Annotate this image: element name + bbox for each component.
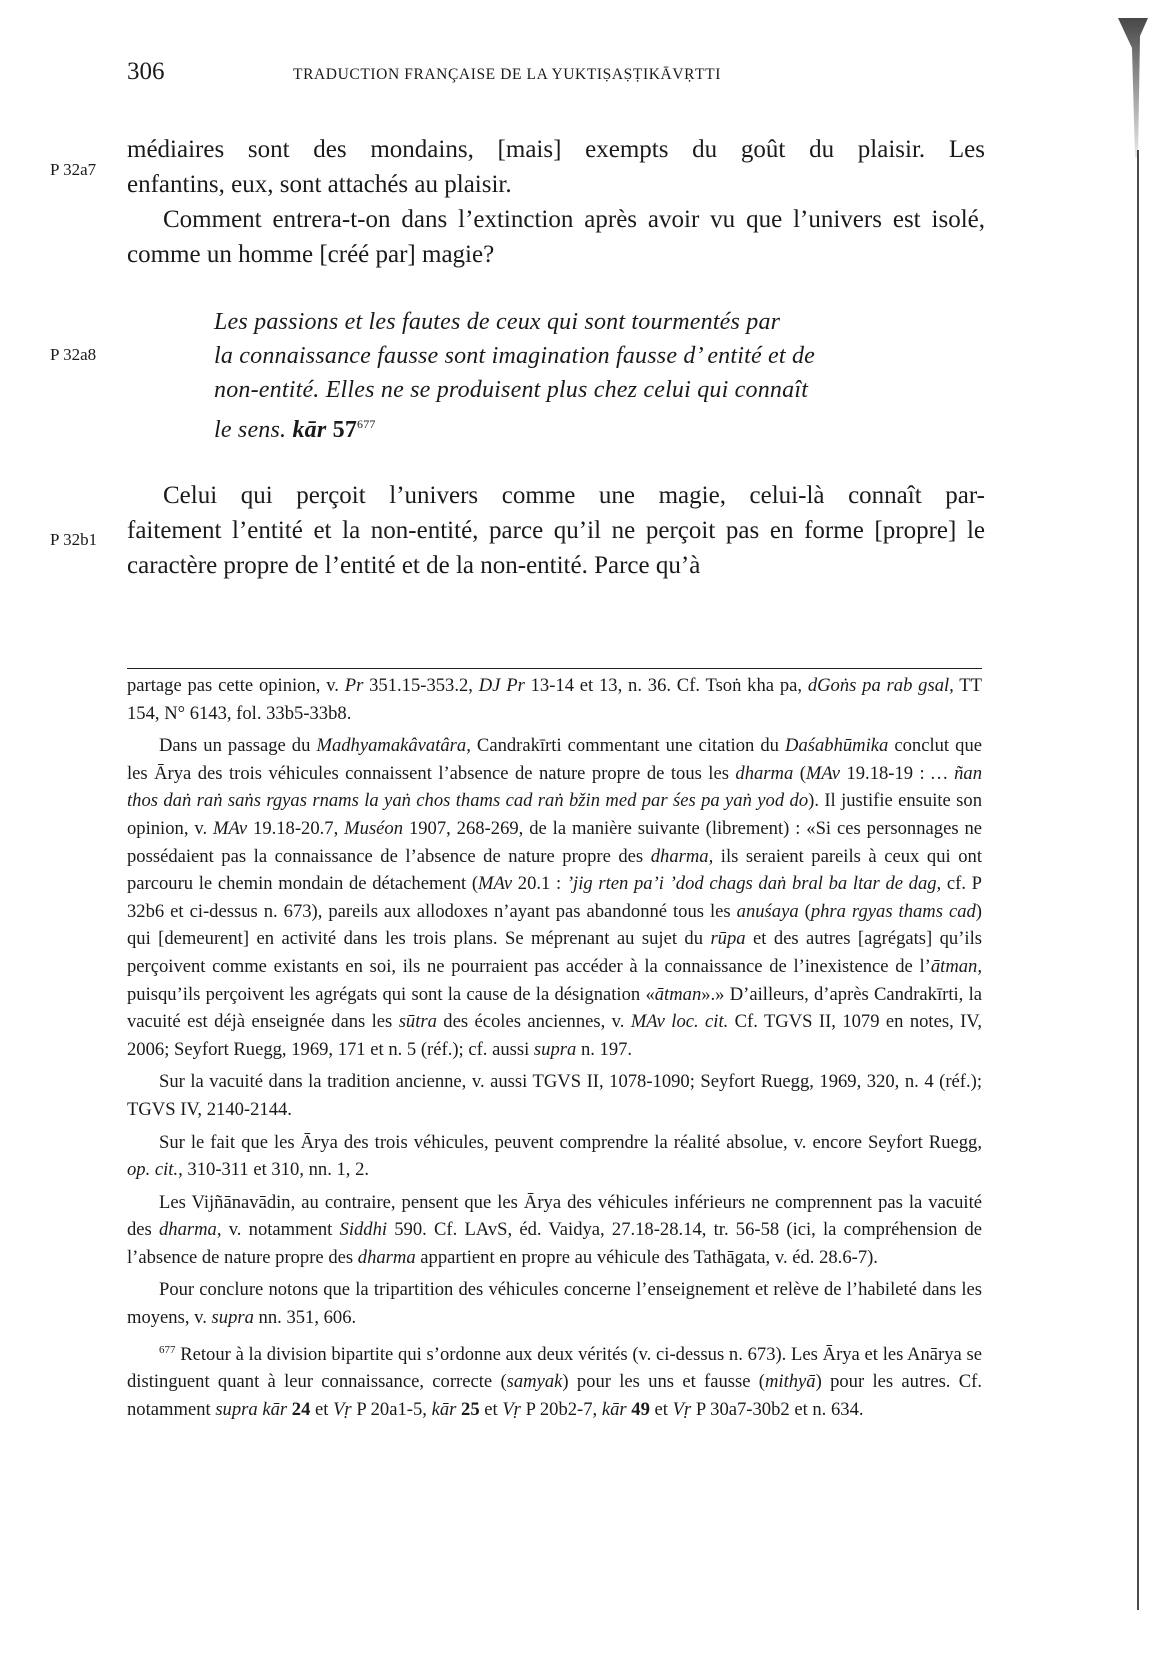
body-line-p3-1: Celui qui perçoit l’univers comme une magie, celui-là connaît par- [163, 482, 985, 509]
verse-line-4 [214, 407, 954, 447]
verse-line-1: Les passions et les fautes de ceux qui sont tourmentés par [214, 309, 781, 335]
verse-line-3: non-entité. Elles ne se produisent plus chez celui qui connaît [214, 377, 809, 403]
margin-ref-p32a7: P 32a7 [50, 160, 97, 179]
page-number: 306 [127, 58, 165, 85]
kar-label: kār [292, 417, 327, 443]
paragraph-perception: faitement l’entité et la non-entité, parce qu’il ne perçoit pas en forme [propre] le caractère propre de l’entité et de la non-entité. Parce qu’à [127, 517, 985, 579]
footnote-number-677: 677 [159, 1343, 176, 1356]
footnotes [127, 672, 982, 1428]
margin-ref-p32b1: P 32b1 [50, 530, 98, 549]
margin-ref-p32a8: P 32a8 [50, 345, 97, 364]
paragraph-extinction: Comment entrera-t-on dans l’extinction après avoir vu que l’univers est isolé, comme un homme [créé par] magie? [127, 206, 985, 268]
footnote-ref-677[interactable]: 677 [357, 417, 376, 431]
binding-edge-mark [1118, 18, 1148, 158]
footnote-paragraph-madhyamakavatara: Dans un passage du Madhyamakâvatâra, Candrakīrti commentant une citation du Daśabhūmika conclut que les Ārya des trois véhicules connaissent l’absence de nature propre de tous les dharma (MAv 19.18-19 : … ñan thos daṅ raṅ saṅs rgyas rnams la yaṅ chos thams cad raṅ bžin med par śes pa yaṅ yod do). Il justifie ensuite son opinion, v. MAv 19.18-20.7, Muséon 1907, 268-269, de la manière suivante (librement) : «Si ces personnages ne possédaient pas la connaissance de l’absence de nature propre des dharma, ils seraient pareils à ceux qui ont parcouru le chemin mondain de détachement (MAv 20.1 : ’jig rten pa’i ’dod chags daṅ bral ba ltar de dag, cf. P 32b6 et ci-dessus n. 673), pareils aux allodoxes n’ayant pas abandonné tous les anuśaya (phra rgyas thams cad) qui [demeurent] en activité dans les trois plans. Se méprenant au sujet du rūpa et des autres [agrégats] qu’ils perçoivent comme existants en soi, ils ne pourraient pas accéder à la connaissance de l’inexistence de l’ātman, puisqu’ils perçoivent les agrégats qui sont la cause de la désignation «ātman».» D’ailleurs, d’après Candrakīrti, la vacuité est déjà enseignée dans les sūtra des écoles anciennes, v. MAv loc. cit. Cf. TGVS II, 1079 en notes, IV, 2006; Seyfort Ruegg, 1969, 171 et n. 5 (réf.); cf. aussi supra n. 197. [127, 735, 983, 1060]
body-line-1: médiaires sont des mondains, [mais] exempts du goût du plaisir. Les [127, 136, 985, 163]
footnote-677: $^{677}$ Retour à la division bipartite qui s’ordonne aux deux vérités (v. ci-dessus n. 673). Les Ārya et les Anārya se distinguent quant à leur connaissance, correcte (samyak) pour les uns et fausse (mithyā) pour les autres. Cf. notamment supra kār 24 et Vṛ P 20a1-5, kār 25 et Vṛ P 20b2-7, kār 49 et Vṛ P 30a7-30b2 et n. 634. [127, 1343, 982, 1420]
footnote-paragraph-conclusion: Pour conclure notons que la tripartition des véhicules concerne l’enseignement et relève de l’habileté dans les moyens, v. supra nn. 351, 606. [127, 1279, 982, 1329]
footnote-paragraph-vijnanavadin: Les Vijñānavādin, au contraire, pensent que les Ārya des véhicules inférieurs ne comprennent pas la vacuité des dharma, v. notamment Siddhi 590. Cf. LAvS, éd. Vaidya, 27.18-28.14, tr. 56-58 (ici, la compréhension de l’absence de nature propre des dharma appartient en propre au véhicule des Tathāgata, v. éd. 28.6-7). [127, 1191, 982, 1268]
footnote-rule [127, 668, 982, 669]
footnote-paragraph-arya: Sur le fait que les Ārya des trois véhicules, peuvent comprendre la réalité absolue, v. encore Seyfort Ruegg, op. cit., 310-311 et 310, nn. 1, 2. [127, 1131, 982, 1181]
verse-line-2: la connaissance fausse sont imagination fausse d’ entité et de [214, 343, 815, 369]
running-title: TRADUCTION FRANÇAISE DE LA YUKTIṢAṢṬIKĀVṚTTI [293, 66, 721, 83]
kar-number: 57 [332, 417, 358, 443]
footnote-continuation: partage pas cette opinion, v. Pr 351.15-353.2, DJ Pr 13-14 et 13, n. 36. Cf. Tsoṅ kha pa, dGoṅs pa rab gsal, TT 154, N° 6143, fol. 33b5-33b8. [127, 675, 982, 724]
body-line-2: enfantins, eux, sont attachés au plaisir. [127, 171, 512, 198]
verse-karika-57 [214, 305, 954, 447]
verse-line-4-text: le sens. [214, 417, 287, 443]
footnote-paragraph-tradition: Sur la vacuité dans la tradition ancienne, v. aussi TGVS II, 1078-1090; Seyfort Ruegg, 1969, 320, n. 4 (réf.); TGVS IV, 2140-2144. [127, 1071, 982, 1120]
binding-edge-line [1137, 150, 1139, 1610]
